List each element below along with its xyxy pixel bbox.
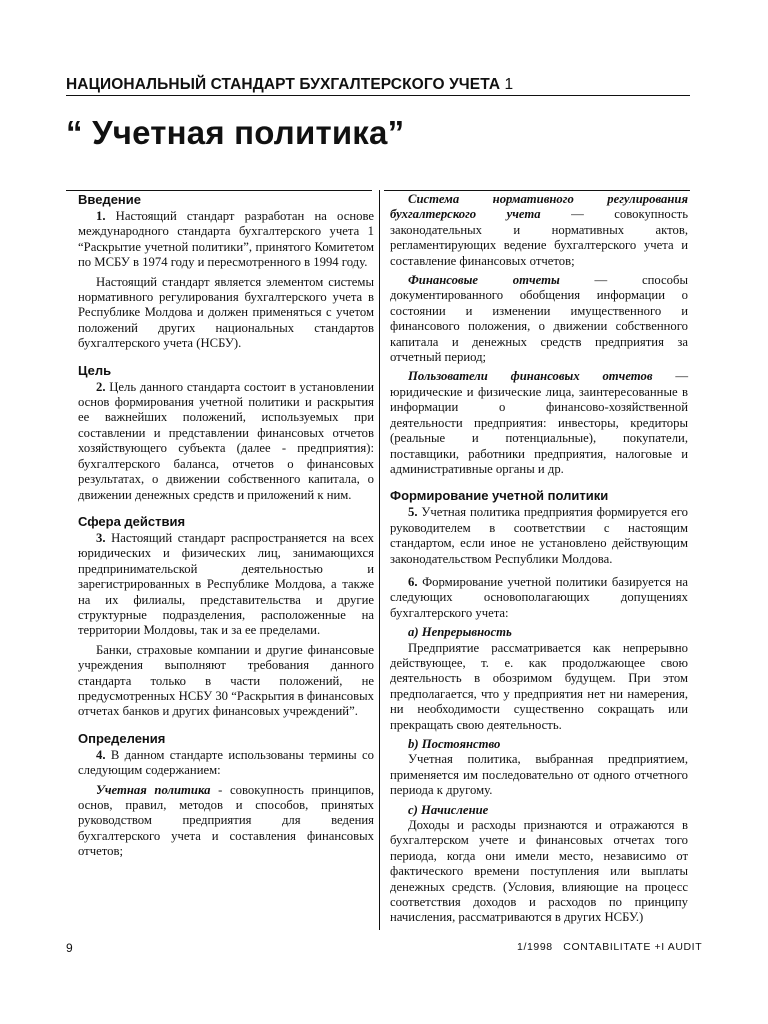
running-header [66,76,690,96]
left-column-rule [66,190,372,191]
page-number: 9 [66,941,73,955]
header-title: НАЦИОНАЛЬНЫЙ СТАНДАРТ БУХГАЛТЕРСКОГО УЧЕТА [66,76,501,93]
footer-issue: 1/1998 [517,941,553,953]
left-column [78,192,374,864]
definition-regulation-system: Система нормативного регулирования бухгалтерского учета — совокупность законодательных и нормативных актов, регламентирующих ведение бухгалтерского учета и составление финансовых отчетов; [390,192,688,268]
footer-journal-name: CONTABILITATE +I AUDIT [563,941,703,953]
header-number: 1 [504,76,514,93]
subheading-accrual: c) Начисление [408,802,489,817]
definition-report-users: Пользователи финансовых отчетов — юридические и физические лица, заинтересованные в информации о финансово-хозяйственной деятельности предприятия: инвесторы, кредиторы (реальные и потенциальные), покупатели, поставщики, работники предприятия, налоговые и административные органы и др. [390,369,689,476]
paragraph-6: 6. Формирование учетной политики базируется на следующих основополагающих допущениях бухгалтерского учета: [390,574,688,620]
subheading-consistency: b) Постоянство [408,737,501,751]
page-title: “ Учетная политика” [66,114,405,151]
paragraph-3: 3. Настоящий стандарт распространяется на всех юридических и физических лиц, занимающихся предпринимательской деятельностью и зарегистрированных в Республике Молдова, а также на их филиалы, представительства и другие структурные подразделения, расположенные на территории Молдовы, так и за ее пределами. [78,530,375,638]
column-divider [379,190,380,930]
paragraph-accrual: Доходы и расходы признаются и отражаются в бухгалтерском учете и финансовых отчетах того периода, когда они имели место, независимо от фактического времени поступления или выплаты денежных средств. (Условия, влияющие на процесс соответствия доходов и расходов по принципу начисления, рассматриваются в других НСБУ.) [390,818,688,925]
section-heading-formation: Формирование учетной политики [390,488,609,504]
paragraph-5: 5. Учетная политика предприятия формируется его руководителем в соответствии с настоящим стандартом, если иное не установлено действующим законодательством Республики Молдова. [390,505,688,566]
paragraph-4: 4. В данном стандарте использованы термины со следующим содержанием: [78,747,374,778]
section-heading-intro: Введение [78,192,141,207]
paragraph-continuity: Предприятие рассматривается как непрерывно действующее, т. е. как продолжающее свою деятельность в обозримом будущем. При этом предполагается, что у предприятия нет ни намерения, ни необходимости существенно сокращать или прекращать свою деятельность. [390,640,688,732]
section-heading-definitions: Определения [78,730,166,746]
paragraph-intro-2: Настоящий стандарт является элементом системы нормативного регулирования бухгалтерского учета в Республике Молдова и должен применяться с учетом положений других национальных стандартов бухгалтерского учета (НСБУ). [78,274,374,351]
section-heading-goal: Цель [78,362,112,378]
subheading-continuity: a) Непрерывность [408,625,512,640]
paragraph-scope-2: Банки, страховые компании и другие финансовые учреждения выполняют требования данного стандарта только в части положений, не предусмотренных НСБУ 30 “Раскрытия в финансовых отчетах банков и других финансовых учреждений”. [78,642,374,719]
paragraph-2: 2. Цель данного стандарта состоит в установлении основ формирования учетной политики и раскрытия ее важнейших положений, используемых при составлении и представлении финансовых отчетов хозяйствующего субъекта (далее - предприятия): бухгалтерского баланса, отчетов о финансовых результатах, о движении собственного капитала, о движении денежных средств и приложений к ним. [78,379,375,502]
definition-accounting-policy: Учетная политика - совокупность принципов, основ, правил, методов и способов, принятых руководством предприятия для ведения бухгалтерского учета и составления финансовых отчетов; [78,782,374,859]
footer-journal [517,941,702,953]
paragraph-1: 1. Настоящий стандарт разработан на основе международного стандарта бухгалтерского учета 1 “Раскрытие учетной политики”, принятого Комитетом по МСБУ в 1974 году и пересмотренного в 1994 году. [78,209,375,270]
paragraph-consistency: Учетная политика, выбранная предприятием, применяется им последовательно от одного отчетного периода к другому. [390,752,688,798]
section-heading-scope: Сфера действия [78,513,186,529]
right-column [390,192,688,930]
definition-financial-reports: Финансовые отчеты — способы документированного обобщения информации о состоянии и изменении имущественного и финансового положения, о движении собственного капитала и денежных средств предприятия за отчетный период; [390,273,688,365]
right-column-rule [384,190,690,191]
